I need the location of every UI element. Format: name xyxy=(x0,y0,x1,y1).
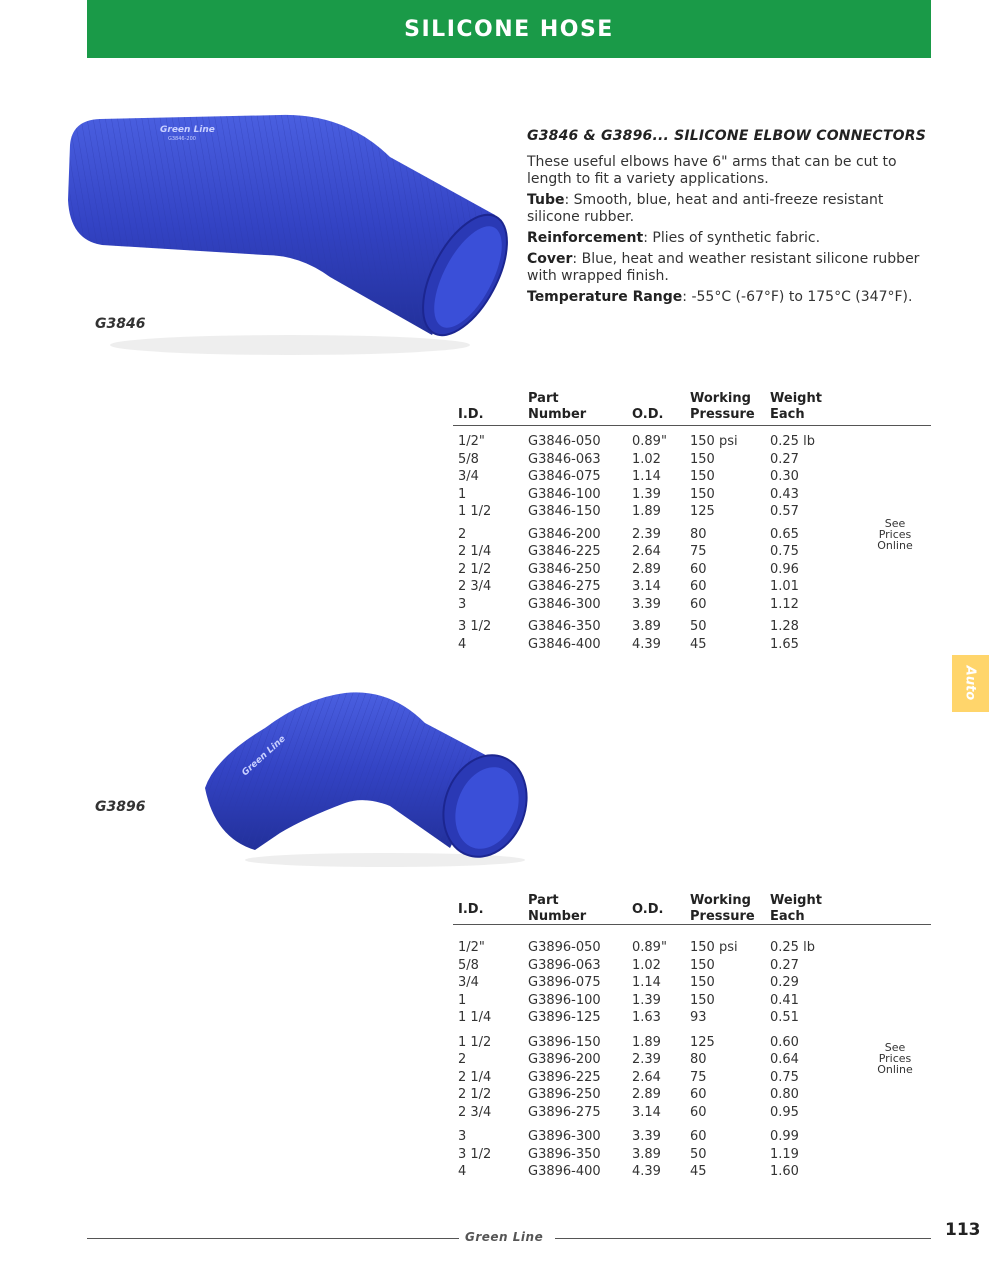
cell-weight: 0.41 xyxy=(770,993,799,1008)
cell-weight: 0.96 xyxy=(770,562,799,577)
cell-id: 1/2" xyxy=(458,940,485,955)
cell-od: 2.64 xyxy=(632,1070,661,1085)
table-row xyxy=(453,486,931,503)
cell-id: 2 1/4 xyxy=(458,544,492,559)
cell-part-number: G3846-225 xyxy=(528,544,601,559)
cell-part-number: G3896-200 xyxy=(528,1052,601,1067)
cell-part-number: G3896-063 xyxy=(528,958,601,973)
cell-od: 3.39 xyxy=(632,597,661,612)
table-row xyxy=(453,526,931,543)
temperature-text: : -55°C (-67°F) to 175°C (347°F). xyxy=(682,289,913,305)
cell-part-number: G3896-250 xyxy=(528,1087,601,1102)
table-row xyxy=(453,1146,931,1163)
table-row xyxy=(453,1034,931,1054)
cell-pressure: 125 xyxy=(690,1035,715,1050)
see-prices-online-2[interactable] xyxy=(865,1042,925,1075)
cell-od: 2.64 xyxy=(632,544,661,559)
cover-text: : Blue, heat and weather resistant silicone rubber with wrapped finish. xyxy=(527,251,920,284)
footer-rule-left xyxy=(87,1238,459,1239)
cell-weight: 0.99 xyxy=(770,1129,799,1144)
header-part: Part xyxy=(528,391,559,406)
reinforcement-label: Reinforcement xyxy=(527,230,644,246)
cell-pressure: 60 xyxy=(690,597,707,612)
cell-od: 1.14 xyxy=(632,469,661,484)
cell-pressure: 60 xyxy=(690,1129,707,1144)
cell-id: 4 xyxy=(458,637,467,652)
cell-id: 3/4 xyxy=(458,469,479,484)
see-prices-line1: See xyxy=(884,517,906,530)
cell-id: 2 3/4 xyxy=(458,1105,492,1120)
cell-pressure: 125 xyxy=(690,504,715,519)
page-title: SILICONE HOSE xyxy=(404,17,614,42)
cell-id: 1 xyxy=(458,487,467,502)
cell-part-number: G3846-050 xyxy=(528,434,601,449)
cell-od: 2.39 xyxy=(632,527,661,542)
cell-part-number: G3896-275 xyxy=(528,1105,601,1120)
cell-id: 3/4 xyxy=(458,975,479,990)
see-prices-line1: See xyxy=(884,1041,906,1054)
cell-weight: 0.27 xyxy=(770,452,799,467)
cell-id: 3 1/2 xyxy=(458,619,492,634)
tube-text: : Smooth, blue, heat and anti-freeze resistant silicone rubber. xyxy=(527,192,884,225)
table-row xyxy=(453,578,931,595)
cell-pressure: 93 xyxy=(690,1010,707,1025)
cell-pressure: 150 xyxy=(690,487,715,502)
header-working: Working xyxy=(690,893,751,908)
header-id: I.D. xyxy=(458,407,484,422)
header-weight: Weight xyxy=(770,391,822,406)
header-pressure: Pressure xyxy=(690,909,755,924)
cell-weight: 0.60 xyxy=(770,1035,799,1050)
header-number: Number xyxy=(528,407,587,422)
table-row xyxy=(453,939,931,956)
table-row xyxy=(453,596,931,613)
cell-id: 2 1/2 xyxy=(458,1087,492,1102)
cell-pressure: 150 xyxy=(690,975,715,990)
cell-id: 1 1/2 xyxy=(458,504,492,519)
cell-weight: 0.25 lb xyxy=(770,940,815,955)
cell-part-number: G3896-150 xyxy=(528,1035,601,1050)
cell-pressure: 150 xyxy=(690,958,715,973)
header-working: Working xyxy=(690,391,751,406)
cell-weight: 0.29 xyxy=(770,975,799,990)
cell-weight: 0.95 xyxy=(770,1105,799,1120)
cell-weight: 1.28 xyxy=(770,619,799,634)
cell-part-number: G3846-150 xyxy=(528,504,601,519)
cell-pressure: 150 xyxy=(690,993,715,1008)
table-row xyxy=(453,561,931,578)
description-cover xyxy=(527,251,927,285)
page-number: 113 xyxy=(945,1220,981,1240)
side-tab-label: Auto xyxy=(962,665,978,701)
cell-od: 1.39 xyxy=(632,487,661,502)
cell-id: 2 xyxy=(458,527,467,542)
table-row xyxy=(453,957,931,974)
description-title: G3846 & G3896... SILICONE ELBOW CONNECTORS xyxy=(527,128,926,144)
table-row xyxy=(453,974,931,991)
table-header xyxy=(453,390,931,426)
description-intro: These useful elbows have 6" arms that can be cut to length to fit a variety applications. xyxy=(527,154,897,187)
cell-id: 1/2" xyxy=(458,434,485,449)
cell-part-number: G3896-050 xyxy=(528,940,601,955)
see-prices-line3: Online xyxy=(877,539,913,552)
cell-id: 2 xyxy=(458,1052,467,1067)
cell-id: 4 xyxy=(458,1164,467,1179)
header-weight: Weight xyxy=(770,893,822,908)
table-row xyxy=(453,503,931,520)
header-pressure: Pressure xyxy=(690,407,755,422)
cell-pressure: 150 xyxy=(690,469,715,484)
cell-id: 2 3/4 xyxy=(458,579,492,594)
header-each: Each xyxy=(770,909,805,924)
cell-weight: 0.51 xyxy=(770,1010,799,1025)
cell-id: 3 xyxy=(458,1129,467,1144)
cell-weight: 0.75 xyxy=(770,1070,799,1085)
cell-weight: 1.60 xyxy=(770,1164,799,1179)
cell-weight: 1.19 xyxy=(770,1147,799,1162)
cell-id: 5/8 xyxy=(458,452,479,467)
cell-od: 0.89" xyxy=(632,434,667,449)
table-row xyxy=(453,618,931,635)
cell-od: 3.89 xyxy=(632,619,661,634)
cell-part-number: G3846-063 xyxy=(528,452,601,467)
cell-weight: 0.80 xyxy=(770,1087,799,1102)
cell-weight: 1.12 xyxy=(770,597,799,612)
table-row xyxy=(453,543,931,560)
cell-part-number: G3846-400 xyxy=(528,637,601,652)
g3846-spec-table xyxy=(453,390,931,660)
cell-od: 1.39 xyxy=(632,993,661,1008)
header-each: Each xyxy=(770,407,805,422)
table-row xyxy=(453,1086,931,1103)
cell-part-number: G3896-125 xyxy=(528,1010,601,1025)
cell-weight: 1.65 xyxy=(770,637,799,652)
cell-pressure: 60 xyxy=(690,1105,707,1120)
cell-pressure: 45 xyxy=(690,637,707,652)
cell-pressure: 150 xyxy=(690,452,715,467)
cell-weight: 0.57 xyxy=(770,504,799,519)
footer-rule-right xyxy=(555,1238,931,1239)
see-prices-line2: Prices xyxy=(878,1052,912,1065)
cell-pressure: 60 xyxy=(690,562,707,577)
description-tube xyxy=(527,192,927,226)
header-id: I.D. xyxy=(458,902,484,917)
table-header xyxy=(453,892,931,925)
description-reinforcement xyxy=(527,230,927,247)
svg-text:Green Line: Green Line xyxy=(160,125,215,135)
header-number: Number xyxy=(528,909,587,924)
table-row xyxy=(453,1128,931,1145)
cell-od: 2.39 xyxy=(632,1052,661,1067)
g3896-label: G3896 xyxy=(95,799,146,815)
cell-pressure: 75 xyxy=(690,544,707,559)
cell-id: 2 1/2 xyxy=(458,562,492,577)
cell-pressure: 60 xyxy=(690,1087,707,1102)
product-description xyxy=(527,128,927,310)
cell-id: 2 1/4 xyxy=(458,1070,492,1085)
table-row xyxy=(453,451,931,468)
table-row xyxy=(453,468,931,485)
cell-part-number: G3846-100 xyxy=(528,487,601,502)
tube-label: Tube xyxy=(527,192,565,208)
g3896-spec-table xyxy=(453,892,931,1182)
cell-part-number: G3846-250 xyxy=(528,562,601,577)
table-row xyxy=(453,992,931,1009)
cell-od: 0.89" xyxy=(632,940,667,955)
cell-od: 1.89 xyxy=(632,1035,661,1050)
g3896-product-image xyxy=(195,688,540,868)
cell-od: 4.39 xyxy=(632,1164,661,1179)
see-prices-line3: Online xyxy=(877,1063,913,1076)
cell-od: 1.63 xyxy=(632,1010,661,1025)
cell-od: 1.89 xyxy=(632,504,661,519)
cell-part-number: G3896-225 xyxy=(528,1070,601,1085)
table-row xyxy=(453,433,931,450)
cell-id: 1 1/4 xyxy=(458,1010,492,1025)
table-row xyxy=(453,1009,931,1026)
cell-weight: 0.27 xyxy=(770,958,799,973)
svg-text:G3846-200: G3846-200 xyxy=(168,136,196,142)
header-od: O.D. xyxy=(632,902,664,917)
g3846-label: G3846 xyxy=(95,316,146,332)
cell-od: 2.89 xyxy=(632,1087,661,1102)
temperature-label: Temperature Range xyxy=(527,289,683,305)
cell-pressure: 75 xyxy=(690,1070,707,1085)
cover-label: Cover xyxy=(527,251,573,267)
description-temperature xyxy=(527,289,927,306)
cell-od: 4.39 xyxy=(632,637,661,652)
table-row xyxy=(453,1104,931,1121)
cell-od: 1.02 xyxy=(632,452,661,467)
cell-weight: 1.01 xyxy=(770,579,799,594)
cell-od: 3.89 xyxy=(632,1147,661,1162)
cell-od: 1.02 xyxy=(632,958,661,973)
cell-weight: 0.25 lb xyxy=(770,434,815,449)
cell-part-number: G3896-075 xyxy=(528,975,601,990)
cell-od: 2.89 xyxy=(632,562,661,577)
reinforcement-text: : Plies of synthetic fabric. xyxy=(643,230,821,246)
cell-weight: 0.75 xyxy=(770,544,799,559)
side-tab-auto[interactable] xyxy=(952,655,989,712)
see-prices-line2: Prices xyxy=(878,528,912,541)
cell-od: 3.14 xyxy=(632,1105,661,1120)
see-prices-online-1[interactable] xyxy=(865,518,925,551)
cell-weight: 0.65 xyxy=(770,527,799,542)
cell-part-number: G3846-300 xyxy=(528,597,601,612)
header-part: Part xyxy=(528,893,559,908)
cell-pressure: 150 psi xyxy=(690,940,738,955)
cell-part-number: G3846-275 xyxy=(528,579,601,594)
cell-part-number: G3846-200 xyxy=(528,527,601,542)
cell-part-number: G3846-350 xyxy=(528,619,601,634)
svg-text:Green Line: Green Line xyxy=(240,734,288,779)
cell-od: 3.14 xyxy=(632,579,661,594)
cell-id: 5/8 xyxy=(458,958,479,973)
table-row xyxy=(453,1163,931,1180)
cell-part-number: G3896-100 xyxy=(528,993,601,1008)
header-banner xyxy=(87,0,931,58)
cell-id: 1 1/2 xyxy=(458,1035,492,1050)
cell-weight: 0.30 xyxy=(770,469,799,484)
cell-weight: 0.64 xyxy=(770,1052,799,1067)
cell-part-number: G3896-350 xyxy=(528,1147,601,1162)
table-row xyxy=(453,636,931,653)
cell-pressure: 150 psi xyxy=(690,434,738,449)
cell-od: 1.14 xyxy=(632,975,661,990)
cell-id: 3 1/2 xyxy=(458,1147,492,1162)
cell-part-number: G3896-300 xyxy=(528,1129,601,1144)
cell-od: 3.39 xyxy=(632,1129,661,1144)
cell-pressure: 50 xyxy=(690,619,707,634)
cell-weight: 0.43 xyxy=(770,487,799,502)
table-row xyxy=(453,1051,931,1068)
cell-part-number: G3846-075 xyxy=(528,469,601,484)
cell-pressure: 45 xyxy=(690,1164,707,1179)
cell-id: 3 xyxy=(458,597,467,612)
cell-pressure: 50 xyxy=(690,1147,707,1162)
cell-part-number: G3896-400 xyxy=(528,1164,601,1179)
cell-pressure: 60 xyxy=(690,579,707,594)
cell-pressure: 80 xyxy=(690,527,707,542)
footer-brand: Green Line xyxy=(465,1230,544,1244)
header-od: O.D. xyxy=(632,407,664,422)
table-row xyxy=(453,1069,931,1086)
cell-id: 1 xyxy=(458,993,467,1008)
cell-pressure: 80 xyxy=(690,1052,707,1067)
